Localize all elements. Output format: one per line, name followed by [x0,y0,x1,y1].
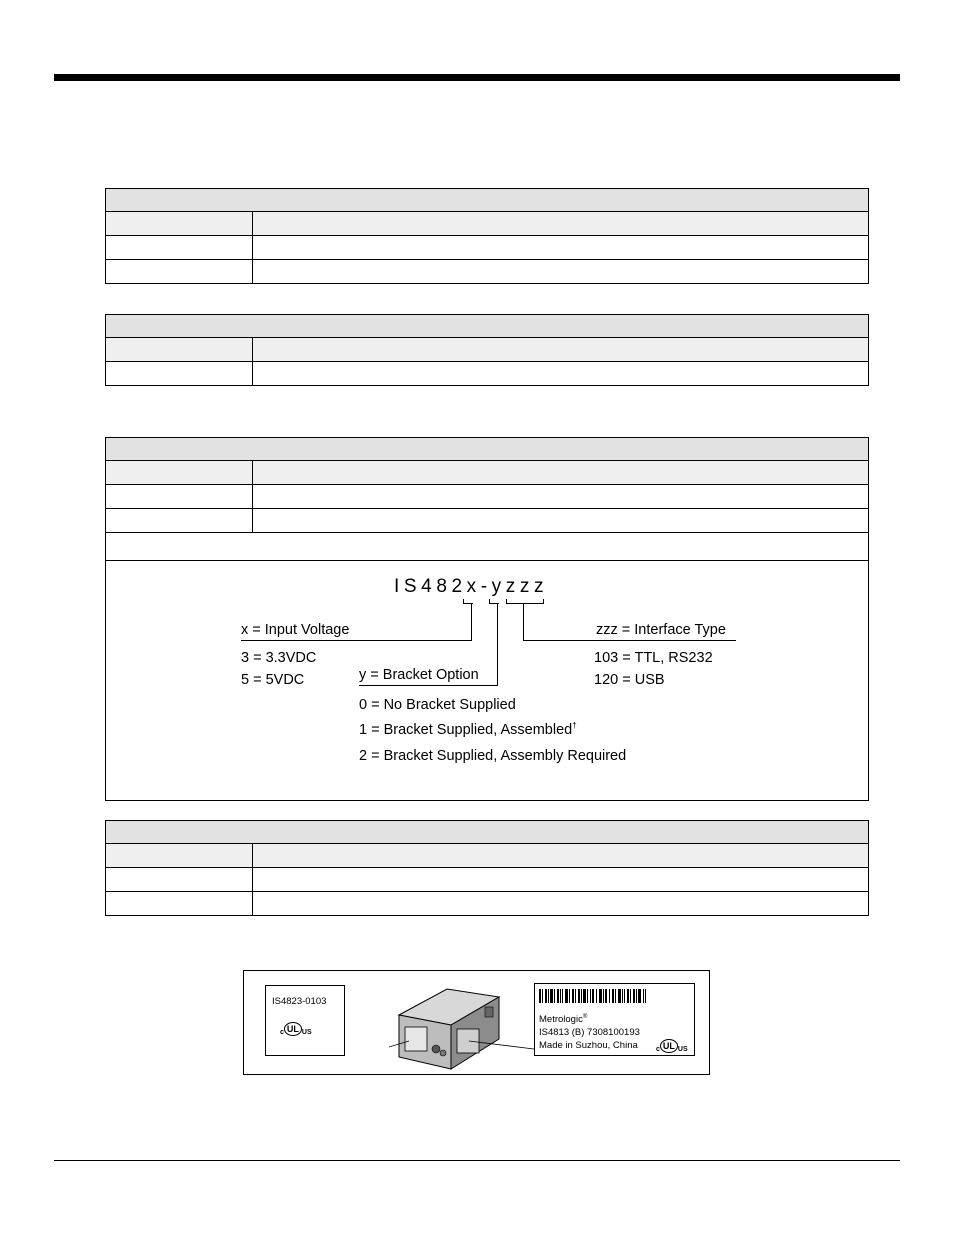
x-option: 3 = 3.3VDC [241,650,317,666]
y-option: 0 = No Bracket Supplied [359,697,516,713]
part-number-diagram [106,561,868,800]
table-row [106,892,868,915]
table-header [106,438,868,461]
scanner-device-illustration [389,977,539,1072]
part-number-code: IS482x-yzzz [394,576,549,597]
ul-cert-icon: c UL US [280,1024,312,1036]
table-column-header [106,844,868,868]
table-column-header [106,461,868,485]
y-label: y = Bracket Option [359,667,479,683]
label-brand: Metrologic® [539,1014,588,1026]
spec-table-2 [105,314,869,386]
label-origin: Made in Suzhou, China [539,1040,638,1051]
table-column-header [106,338,868,362]
table-row [106,236,868,260]
product-label [534,983,695,1056]
label-model-serial: IS4813 (B) 7308100193 [539,1027,640,1038]
header-rule [54,74,900,81]
y-option: 2 = Bracket Supplied, Assembly Required [359,748,627,764]
footer-rule [54,1160,900,1161]
z-option: 120 = USB [594,672,665,688]
table-column-header [106,212,868,236]
table-row [106,485,868,509]
ul-cert-icon: c UL US [656,1041,688,1053]
table-row [106,362,868,385]
table-header [106,189,868,212]
part-number-label [265,985,345,1056]
table-header [106,821,868,844]
spec-table-4 [105,820,869,916]
table-header [106,315,868,338]
z-option: 103 = TTL, RS232 [594,650,713,666]
table-row [106,260,868,283]
x-option: 5 = 5VDC [241,672,305,688]
barcode-icon [539,989,646,1003]
x-label: x = Input Voltage [241,622,350,638]
spec-table-1 [105,188,869,284]
table-row [106,509,868,533]
z-label: zzz = Interface Type [596,622,726,638]
table-wide-row [106,533,868,561]
part-number-table [105,437,869,801]
table-row [106,868,868,892]
label-location-figure [243,970,710,1075]
label-part-number: IS4823-0103 [272,996,327,1007]
y-option: 1 = Bracket Supplied, Assembled† [359,721,577,738]
